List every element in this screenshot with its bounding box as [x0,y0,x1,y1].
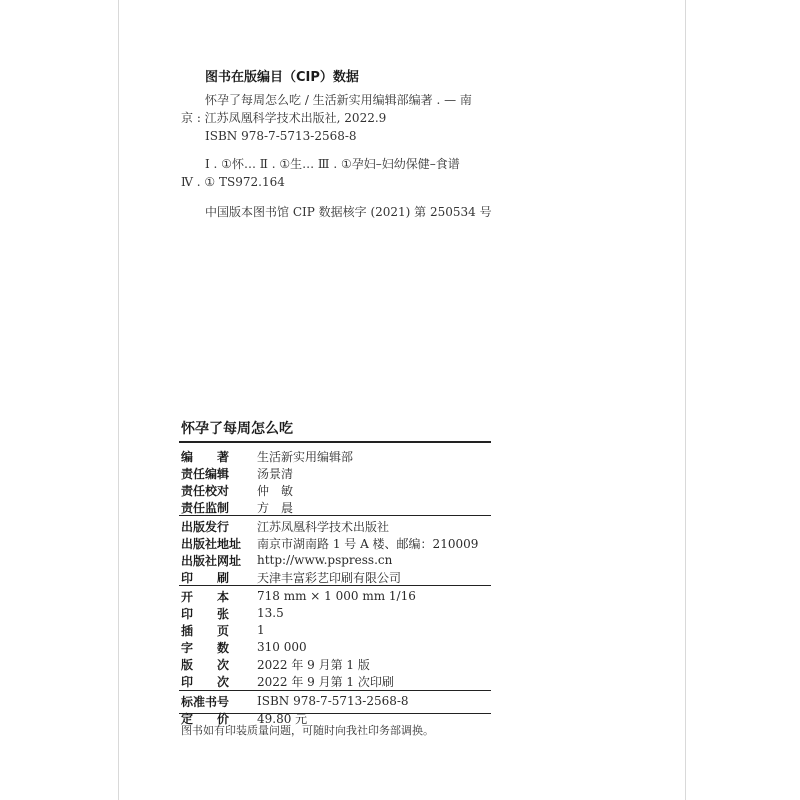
info-row-website [181,552,392,568]
cip-header: 图书在版编目（CIP）数据 [205,70,359,85]
book-title: 怀孕了每周怎么吃 [181,421,293,437]
info-row-edition [181,656,370,672]
info-value: 718 mm × 1 000 mm 1/16 [257,589,416,603]
info-value: 生活新实用编辑部 [257,449,354,464]
info-value: 2022 年 9 月第 1 版 [257,657,370,672]
info-row-isbn [181,693,409,709]
info-row-format [181,588,416,604]
info-row-printing [181,673,394,689]
info-label: 出版发行 [181,519,230,534]
info-row-publisher [181,518,389,534]
info-value: 南京市湖南路 1 号 A 楼、邮编：210009 [257,536,479,551]
info-value: ISBN 978-7-5713-2568-8 [257,694,409,708]
info-label: 印 刷 [181,570,230,585]
cip-line-6: 中国版本图书馆 CIP 数据核字 (2021) 第 250534 号 [205,205,492,219]
section-rule [179,713,491,714]
title-rule [179,441,491,443]
info-label: 印 张 [181,606,230,621]
section-rule [179,690,491,691]
info-row-sheets [181,605,284,621]
section-rule [179,585,491,586]
info-label: 责任监制 [181,500,230,515]
info-value: 方 晨 [257,500,294,515]
info-row-author [181,448,353,464]
cip-line-4: Ⅰ . ①怀… Ⅱ . ①生… Ⅲ . ①孕妇–妇幼保健–食谱 [205,157,460,171]
info-row-editor [181,465,293,481]
info-value: 1 [257,623,265,637]
info-label: 责任编辑 [181,466,230,481]
info-value: 汤景清 [257,466,294,481]
info-label: 定 价 [181,711,230,726]
info-label: 出版社网址 [181,553,242,568]
info-label: 标准书号 [181,694,230,709]
info-label: 责任校对 [181,483,230,498]
info-value: 天津丰富彩艺印刷有限公司 [257,570,402,585]
info-row-wordcount [181,639,307,655]
quality-note: 图书如有印装质量问题，可随时向我社印务部调换。 [181,724,434,737]
section-rule [179,515,491,516]
info-label: 出版社地址 [181,536,242,551]
info-label: 字 数 [181,640,230,655]
info-row-proofreader [181,482,293,498]
info-value: 2022 年 9 月第 1 次印刷 [257,674,394,689]
info-label: 版 次 [181,657,230,672]
info-row-printer [181,569,401,585]
info-row-inserts [181,622,265,638]
info-label: 编 著 [181,449,230,464]
info-value: 仲 敏 [257,483,294,498]
info-label: 插 页 [181,623,230,638]
info-label: 印 次 [181,674,230,689]
info-value: 江苏凤凰科学技术出版社 [257,519,390,534]
info-value: 49.80 元 [257,711,308,726]
cip-line-3: ISBN 978-7-5713-2568-8 [205,129,357,143]
info-row-supervisor [181,499,293,515]
info-row-address [181,535,478,551]
cip-line-5: Ⅳ . ① TS972.164 [181,175,285,189]
info-value: http://www.pspress.cn [257,553,393,567]
cip-line-1: 怀孕了每周怎么吃 / 生活新实用编辑部编著 . — 南 [205,93,472,107]
info-label: 开 本 [181,589,230,604]
cip-line-2: 京 : 江苏凤凰科学技术出版社, 2022.9 [181,111,387,125]
info-value: 310 000 [257,640,307,654]
info-value: 13.5 [257,606,284,620]
